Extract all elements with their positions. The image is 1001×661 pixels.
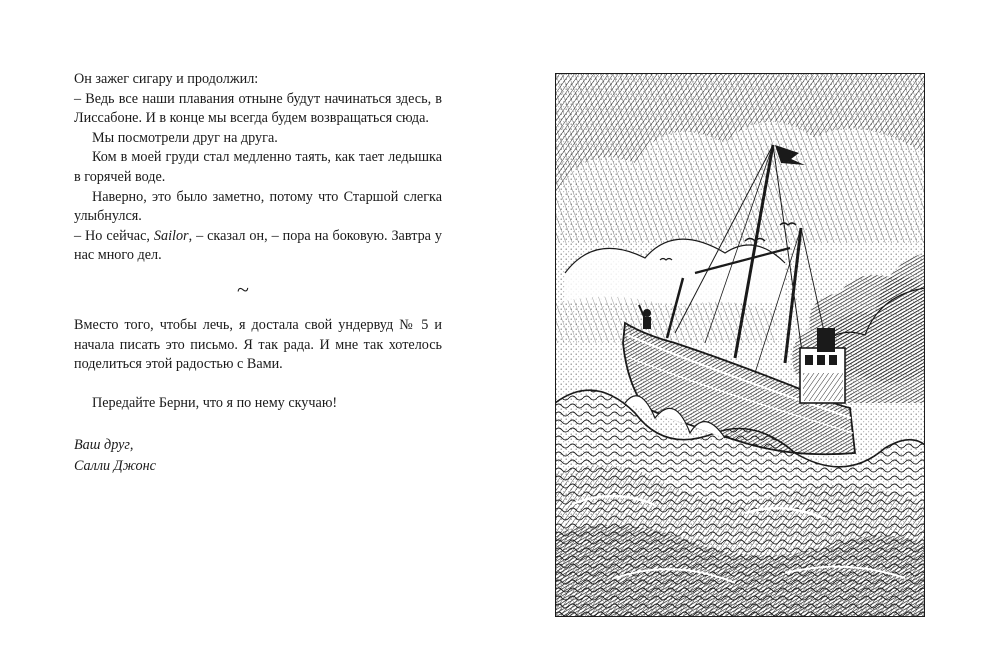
text-page — [74, 70, 442, 477]
signature: Салли Джонс — [74, 458, 156, 475]
paragraph: Мы посмотрели друг на друга. — [92, 129, 278, 146]
quote-paragraph — [74, 227, 442, 266]
quote-text: , – сказал он, – пора на боковую. Завтра у нас много дел. — [74, 227, 442, 264]
paragraph: Ком в моей груди стал медленно таять, как тает ледышка в горячей воде. — [74, 149, 442, 185]
postscript: Передайте Берни, что я по нему скучаю! — [92, 394, 338, 411]
paragraph: Наверно, это было заметно, потому что Старшой слегка улыбнулся. — [74, 188, 442, 225]
steamship-illustration — [555, 73, 925, 617]
engraving — [555, 73, 925, 617]
paragraph: Он зажег сигару и продолжил: — [74, 71, 259, 87]
quote-italic: Sailor — [153, 227, 189, 244]
letter-body: Вместо того, чтобы лечь, я достала свой ундервуд № 5 и начала писать это письмо. Я так рада. И мне так хотелось поделиться этой радостью с Вами. — [74, 316, 442, 373]
quote-text: – Но сейчас, — [74, 227, 154, 244]
signoff: Ваш друг, — [74, 437, 134, 454]
section-divider: ~ — [237, 276, 249, 302]
paragraph: – Ведь все наши плавания отныне будут начинаться здесь, в Лиссабоне. И в конце мы всегда будем возвращаться сюда. — [74, 90, 442, 127]
